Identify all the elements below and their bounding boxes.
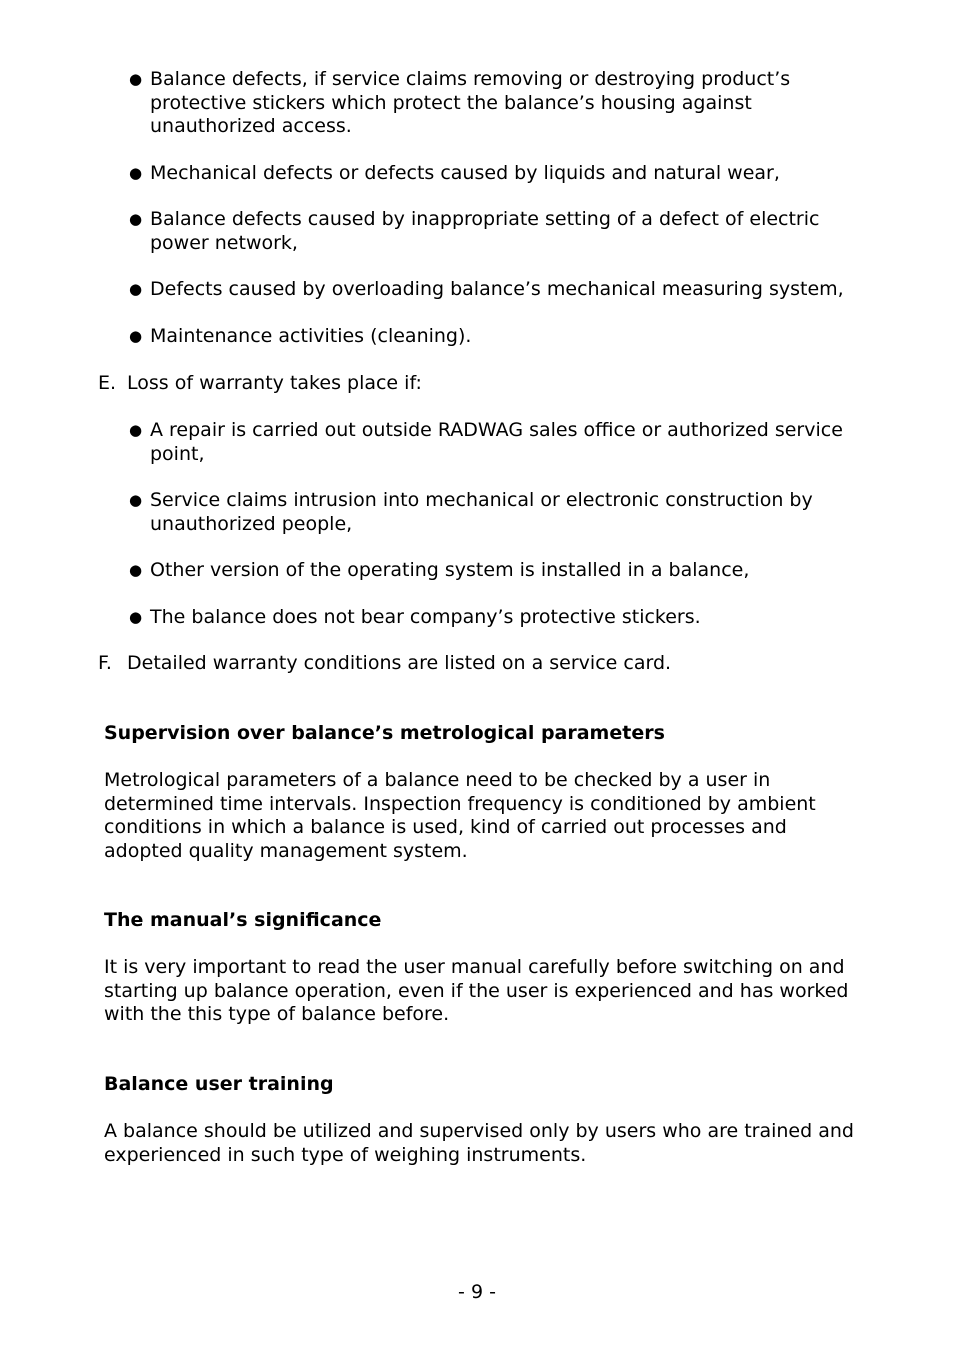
section-heading-supervision: Supervision over balance’s metrological parameters bbox=[104, 722, 665, 744]
bullet-icon: ● bbox=[129, 70, 143, 88]
page-number: - 9 - bbox=[458, 1281, 496, 1303]
list-item bbox=[129, 489, 850, 536]
list-item bbox=[129, 605, 870, 630]
warranty-loss-list bbox=[129, 419, 870, 629]
list-item-text: Maintenance activities (cleaning). bbox=[150, 324, 472, 347]
list-item-text: Mechanical defects or defects caused by liquids and natural wear, bbox=[150, 161, 780, 184]
list-item bbox=[129, 559, 870, 583]
list-item-text: A repair is carried out outside RADWAG sales office or authorized service point, bbox=[150, 419, 843, 465]
list-item bbox=[129, 161, 870, 186]
list-item bbox=[129, 419, 870, 466]
list-item bbox=[129, 324, 870, 349]
list-item-text: Balance defects caused by inappropriate setting of a defect of electric power network, bbox=[150, 208, 820, 254]
bullet-icon: ● bbox=[129, 210, 143, 228]
list-item bbox=[129, 68, 840, 139]
bullet-icon: ● bbox=[129, 163, 143, 182]
bullet-icon: ● bbox=[129, 491, 143, 509]
list-item-text: Other version of the operating system is installed in a balance, bbox=[150, 559, 750, 581]
list-item bbox=[129, 278, 870, 302]
bullet-icon: ● bbox=[129, 607, 143, 626]
list-item-text: The balance does not bear company’s protective stickers. bbox=[150, 605, 701, 628]
list-item bbox=[129, 208, 840, 255]
bullet-icon: ● bbox=[129, 561, 143, 579]
list-item-text: Balance defects, if service claims removing or destroying product’s protective stickers which protect the balance’s housing against unauthorized access. bbox=[150, 68, 791, 137]
list-item-text: Defects caused by overloading balance’s mechanical measuring system, bbox=[150, 278, 844, 300]
list-item-text: Service claims intrusion into mechanical or electronic construction by unauthorized people, bbox=[150, 489, 813, 535]
list-item-f bbox=[98, 652, 878, 676]
item-letter: E. bbox=[98, 372, 117, 394]
section-heading-manual: The manual’s significance bbox=[104, 909, 382, 931]
item-text: Detailed warranty conditions are listed on a service card. bbox=[127, 652, 672, 674]
section-heading-training: Balance user training bbox=[104, 1073, 334, 1095]
section-body-manual: It is very important to read the user manual carefully before switching on and starting up balance operation, even if the user is experienced and has worked with the this type of balance before. bbox=[104, 956, 849, 1025]
bullet-icon: ● bbox=[129, 421, 143, 439]
section-body-supervision: Metrological parameters of a balance need to be checked by a user in determined time intervals. Inspection frequency is conditioned by ambient conditions in which a balance is used, kind of carried out processes and adopted quality management system. bbox=[104, 769, 816, 862]
item-letter: F. bbox=[98, 652, 112, 674]
section-body-training: A balance should be utilized and supervised only by users who are trained and experienced in such type of weighing instruments. bbox=[104, 1120, 854, 1166]
warranty-exclusions-list bbox=[129, 68, 870, 348]
list-item-e bbox=[98, 372, 878, 396]
bullet-icon: ● bbox=[129, 280, 143, 298]
bullet-icon: ● bbox=[129, 326, 143, 345]
item-text: Loss of warranty takes place if: bbox=[127, 372, 422, 394]
